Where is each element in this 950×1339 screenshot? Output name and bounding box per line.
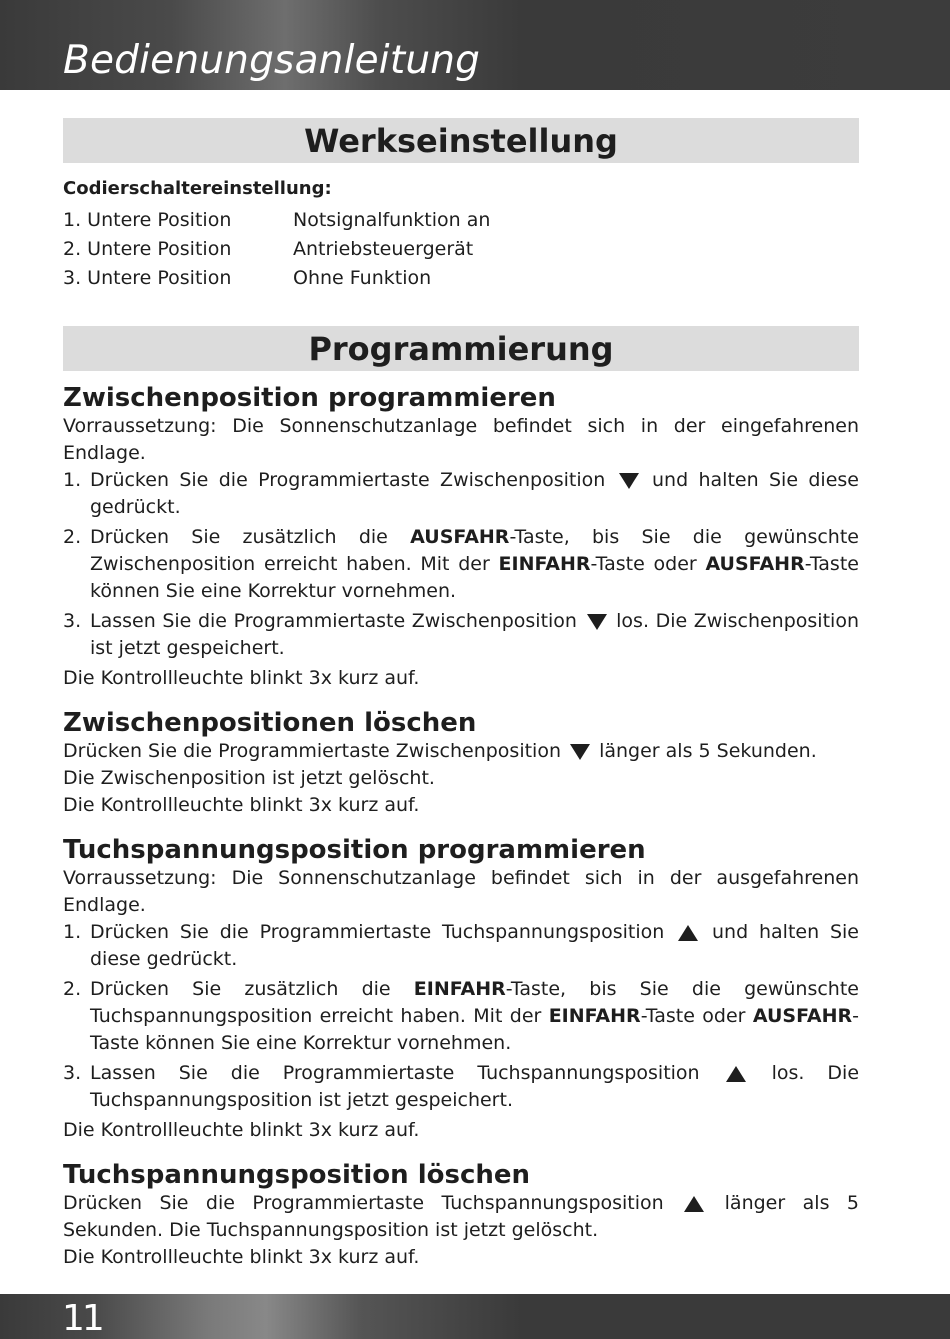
step-text	[90, 1060, 859, 1114]
einfahr-keyword: EINFAHR	[498, 553, 591, 575]
step-text	[90, 524, 859, 605]
step-item	[63, 1060, 859, 1114]
text-part: länger als 5 Sekunden.	[599, 740, 817, 762]
delete-confirmation: Die Zwischenposition ist jetzt gelöscht.	[63, 767, 435, 789]
indicator-note: Die Kontrollleuchte blinkt 3x kurz auf.	[63, 667, 420, 689]
step-text-part: und halten Sie diese gedrückt.	[90, 469, 859, 518]
coding-row	[63, 205, 859, 234]
step-number: 2.	[63, 526, 82, 548]
einfahr-keyword: EINFAHR	[548, 1005, 641, 1027]
step-text-part: los. Die Zwischenposition ist jetzt gespeichert.	[90, 610, 859, 659]
step-text-part: -Taste, bis Sie die gewünschte Zwischenposition erreicht haben. Mit der	[90, 526, 859, 575]
coding-switch-heading: Codierschaltereinstellung:	[63, 178, 332, 199]
step-text-part: Drücken Sie zusätzlich die	[90, 526, 388, 548]
step-item	[63, 524, 859, 605]
step-text-part: und halten Sie diese gedrückt.	[90, 921, 859, 970]
step-list	[63, 919, 859, 1114]
precondition-text: Vorraussetzung: Die Sonnenschutzanlage befindet sich in der ausgefahrenen Endlage.	[63, 867, 859, 916]
step-item	[63, 976, 859, 1057]
step-list	[63, 467, 859, 662]
triangle-down-icon	[570, 744, 590, 760]
page-number: 11	[62, 1298, 102, 1339]
step-text	[90, 608, 859, 662]
einfahr-keyword: EINFAHR	[413, 978, 506, 1000]
step-text-part: Drücken Sie zusätzlich die	[90, 978, 391, 1000]
step-text-part: los. Die Tuchspannungsposition ist jetzt gespeichert.	[90, 1062, 860, 1111]
text-part: Drücken Sie die Programmiertaste Zwischenposition	[63, 740, 561, 762]
footer-bar	[0, 1294, 950, 1339]
heading-zwischenposition-programmieren: Zwischenposition programmieren	[63, 383, 556, 413]
section-title-programmierung: Programmierung	[63, 326, 859, 371]
ausfahr-keyword: AUSFAHR	[752, 1005, 853, 1027]
step-number: 1.	[63, 469, 82, 491]
step-number: 3.	[63, 1062, 82, 1084]
step-text-part: -Taste können Sie eine Korrektur vornehmen.	[90, 1005, 859, 1054]
text-part: länger als 5 Sekunden. Die Tuchspannungsposition ist jetzt gelöscht.	[63, 1192, 860, 1241]
ausfahr-keyword: AUSFAHR	[410, 526, 510, 548]
step-text-part: Drücken Sie die Programmiertaste Tuchspannungsposition	[90, 921, 665, 943]
text-part: Drücken Sie die Programmiertaste Tuchspannungsposition	[63, 1192, 664, 1214]
triangle-down-icon	[587, 614, 607, 630]
triangle-up-icon	[726, 1066, 746, 1082]
precondition-text: Vorraussetzung: Die Sonnenschutzanlage befindet sich in der eingefahrenen Endlage.	[63, 415, 859, 464]
coding-row	[63, 234, 859, 263]
step-number: 1.	[63, 921, 82, 943]
coding-position: 3. Untere Position	[63, 266, 232, 289]
step-item	[63, 919, 859, 973]
indicator-note: Die Kontrollleuchte blinkt 3x kurz auf.	[63, 1119, 420, 1141]
triangle-down-icon	[619, 473, 639, 489]
coding-row	[63, 263, 859, 292]
step-item	[63, 467, 859, 521]
step-number: 3.	[63, 610, 82, 632]
delete-instruction	[63, 738, 859, 765]
coding-function: Antriebsteuergerät	[293, 237, 474, 260]
indicator-note: Die Kontrollleuchte blinkt 3x kurz auf.	[63, 1246, 420, 1268]
step-text-part: Lassen Sie die Programmiertaste Tuchspannungsposition	[90, 1062, 700, 1084]
page-content	[63, 118, 859, 1271]
step-text	[90, 919, 859, 973]
step-text-part: -Taste können Sie eine Korrektur vornehmen.	[90, 553, 859, 602]
delete-instruction	[63, 1190, 859, 1244]
coding-position: 2. Untere Position	[63, 237, 232, 260]
header-bar	[0, 0, 950, 90]
ausfahr-keyword: AUSFAHR	[705, 553, 805, 575]
indicator-note: Die Kontrollleuchte blinkt 3x kurz auf.	[63, 794, 420, 816]
step-text-part: Drücken Sie die Programmiertaste Zwischenposition	[90, 469, 606, 491]
step-item	[63, 608, 859, 662]
step-text-part: -Taste, bis Sie die gewünschte Tuchspannungsposition erreicht haben. Mit der	[90, 978, 859, 1027]
heading-tuchspannungsposition-loeschen: Tuchspannungsposition löschen	[63, 1160, 531, 1190]
heading-zwischenpositionen-loeschen: Zwischenpositionen löschen	[63, 708, 477, 738]
step-text-part: Lassen Sie die Programmiertaste Zwischenposition	[90, 610, 577, 632]
triangle-up-icon	[684, 1196, 704, 1212]
triangle-up-icon	[678, 925, 698, 941]
coding-function: Ohne Funktion	[293, 266, 432, 289]
step-text-part: -Taste oder	[640, 1005, 746, 1027]
manual-title: Bedienungsanleitung	[63, 38, 481, 83]
coding-function: Notsignalfunktion an	[293, 208, 491, 231]
step-text-part: -Taste oder	[590, 553, 697, 575]
step-number: 2.	[63, 978, 82, 1000]
step-text	[90, 467, 859, 521]
coding-position: 1. Untere Position	[63, 208, 232, 231]
step-text	[90, 976, 859, 1057]
heading-tuchspannungsposition-programmieren: Tuchspannungsposition programmieren	[63, 835, 646, 865]
section-title-werkseinstellung: Werkseinstellung	[63, 118, 859, 163]
